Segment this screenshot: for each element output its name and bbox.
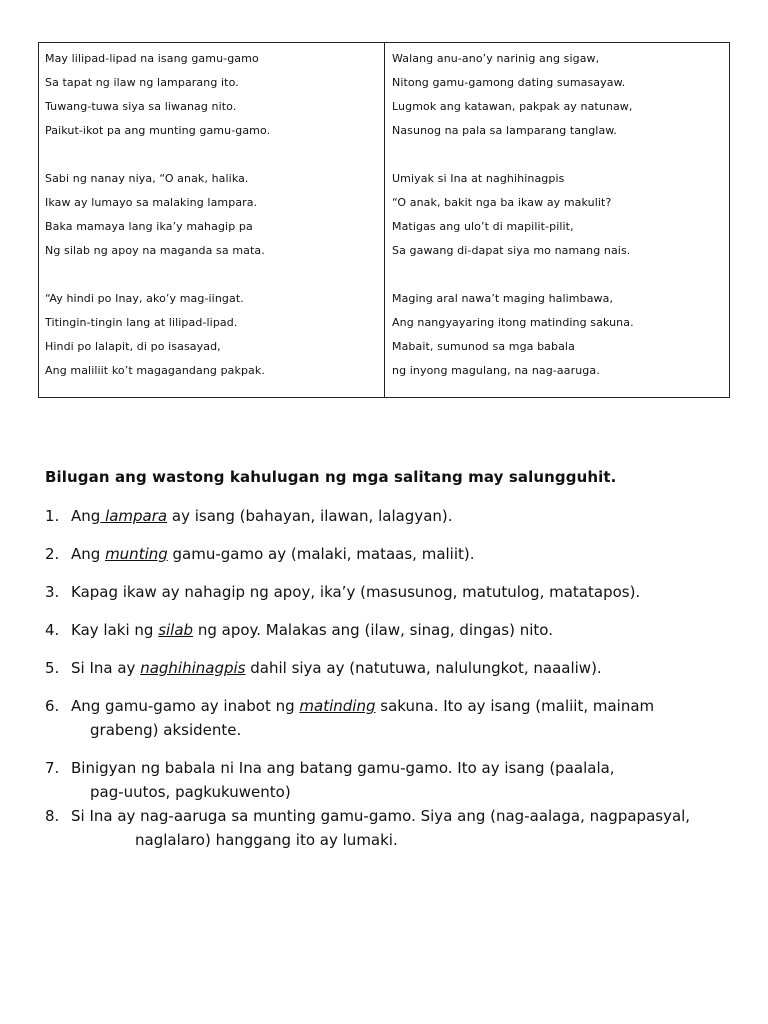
underlined-word: lampara xyxy=(100,507,168,525)
poem-line: Walang anu-ano’y narinig ang sigaw, xyxy=(392,52,600,65)
question-item xyxy=(45,580,745,604)
question-continuation: pag-uutos, pagkukuwento) xyxy=(90,783,291,801)
question-text: Si Ina ay nag-aaruga sa munting gamu-gamo. Siya ang (nag-aalaga, nagpapasyal, xyxy=(71,807,691,825)
poem-line: Hindi po lalapit, di po isasayad, xyxy=(45,340,221,353)
underlined-word: silab xyxy=(158,621,194,639)
question-text: Ang gamu-gamo ay inabot ng xyxy=(71,697,300,715)
question-text: Binigyan ng babala ni Ina ang batang gamu-gamo. Ito ay isang (paalala, xyxy=(71,759,615,777)
question-item xyxy=(45,542,745,566)
question-item xyxy=(45,804,745,852)
poem-line: ng inyong magulang, na nag-aaruga. xyxy=(392,364,600,377)
poem-line: Titingin-tingin lang at lilipad-lipad. xyxy=(45,316,238,329)
question-continuation: grabeng) aksidente. xyxy=(90,721,242,739)
question-number: 5. xyxy=(45,659,60,677)
poem-stanza xyxy=(45,287,376,383)
question-number: 8. xyxy=(45,807,60,825)
poem-left-column xyxy=(39,43,385,397)
question-number: 1. xyxy=(45,507,60,525)
question-number: 3. xyxy=(45,583,60,601)
poem-table xyxy=(38,42,730,398)
poem-line: Lugmok ang katawan, pakpak ay natunaw, xyxy=(392,100,633,113)
poem-line: Ang maliliit ko’t magagandang pakpak. xyxy=(45,364,265,377)
question-number: 2. xyxy=(45,545,60,563)
question-list xyxy=(45,504,745,852)
question-item xyxy=(45,756,745,804)
question-text: sakuna. Ito ay isang (maliit, mainam xyxy=(375,697,655,715)
question-text: ng apoy. Malakas ang (ilaw, sinag, dingas) nito. xyxy=(193,621,553,639)
underlined-word: munting xyxy=(105,545,168,563)
poem-stanza xyxy=(45,47,376,143)
poem-line: Umiyak si Ina at naghihinagpis xyxy=(392,172,565,185)
question-text: Kapag ikaw ay nahagip ng apoy, ika’y (masusunog, matutulog, matatapos). xyxy=(71,583,641,601)
question-number: 7. xyxy=(45,759,60,777)
question-item xyxy=(45,618,745,642)
poem-line: “O anak, bakit nga ba ikaw ay makulit? xyxy=(392,196,612,209)
poem-line: Nasunog na pala sa lamparang tanglaw. xyxy=(392,124,617,137)
poem-stanza xyxy=(392,167,721,263)
poem-line: Matigas ang ulo’t di mapilit-pilit, xyxy=(392,220,574,233)
poem-line: Sa tapat ng ilaw ng lamparang ito. xyxy=(45,76,239,89)
poem-line: Ikaw ay lumayo sa malaking lampara. xyxy=(45,196,258,209)
poem-line: Sabi ng nanay niya, “O anak, halika. xyxy=(45,172,249,185)
underlined-word: matinding xyxy=(299,697,376,715)
question-number: 6. xyxy=(45,697,60,715)
poem-stanza xyxy=(45,167,376,263)
poem-line: Paikut-ikot pa ang munting gamu-gamo. xyxy=(45,124,271,137)
poem-line: May lilipad-lipad na isang gamu-gamo xyxy=(45,52,259,65)
poem-line: Baka mamaya lang ika’y mahagip pa xyxy=(45,220,253,233)
poem-line: Tuwang-tuwa siya sa liwanag nito. xyxy=(45,100,237,113)
poem-stanza xyxy=(392,47,721,143)
question-number: 4. xyxy=(45,621,60,639)
poem-line: “Ay hindi po Inay, ako’y mag-iingat. xyxy=(45,292,244,305)
poem-line: Sa gawang di-dapat siya mo namang nais. xyxy=(392,244,631,257)
question-text: Si Ina ay xyxy=(71,659,141,677)
question-text: dahil siya ay (natutuwa, nalulungkot, naaaliw). xyxy=(245,659,602,677)
poem-line: Nitong gamu-gamong dating sumasayaw. xyxy=(392,76,626,89)
poem-right-column xyxy=(385,43,729,397)
poem-line: Maging aral nawa’t maging halimbawa, xyxy=(392,292,614,305)
instructions-heading: Bilugan ang wastong kahulugan ng mga salitang may salungguhit. xyxy=(45,468,617,486)
question-continuation: naglalaro) hanggang ito ay lumaki. xyxy=(135,831,398,849)
question-text: ay isang (bahayan, ilawan, lalagyan). xyxy=(167,507,453,525)
question-item xyxy=(45,694,745,742)
underlined-word: naghihinagpis xyxy=(140,659,246,677)
question-item xyxy=(45,504,745,528)
poem-line: Ang nangyayaring itong matinding sakuna. xyxy=(392,316,634,329)
question-text: Kay laki ng xyxy=(71,621,159,639)
poem-line: Ng silab ng apoy na maganda sa mata. xyxy=(45,244,265,257)
question-text: Ang xyxy=(71,507,101,525)
question-text: gamu-gamo ay (malaki, mataas, maliit). xyxy=(167,545,475,563)
poem-line: Mabait, sumunod sa mga babala xyxy=(392,340,575,353)
question-item xyxy=(45,656,745,680)
question-text: Ang xyxy=(71,545,106,563)
poem-stanza xyxy=(392,287,721,383)
